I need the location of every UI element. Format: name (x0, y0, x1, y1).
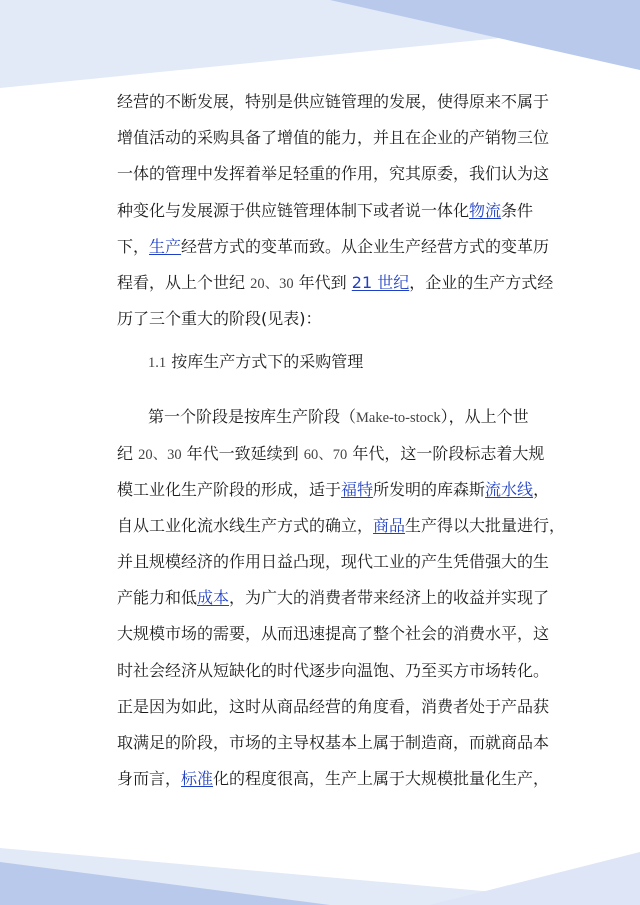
text-span: 增值活动的采购具备了增值的能力，并且在企业的产销物三位 (117, 128, 550, 148)
text-line (117, 436, 545, 472)
text-span: ，企业的生产方式经 (409, 272, 554, 292)
text-line (117, 508, 566, 544)
text-line (117, 725, 550, 761)
link-shengchan[interactable]: 生产 (149, 236, 182, 256)
text-line (117, 84, 550, 120)
link-biaozhun[interactable]: 标准 (181, 769, 214, 789)
section-heading (117, 337, 527, 387)
text-span: 经营的不断发展，特别是供应链管理的发展，使得原来不属于 (117, 92, 550, 111)
text-line (117, 472, 550, 508)
text-span: ），从上个世 (440, 407, 529, 427)
text-line (117, 193, 534, 229)
text-line (117, 301, 527, 337)
text-span: 历了三个重大的阶段(见表)： (117, 309, 322, 329)
text-span: 自从工业化流水线生产方式的确立， (117, 515, 374, 535)
text-span: 年代一致延续到 (181, 443, 304, 463)
text-line (117, 156, 550, 192)
number-span: 20、30 (250, 275, 294, 292)
text-span: 下， (117, 236, 150, 256)
text-span: 年代到 (293, 272, 352, 292)
top-decor-mid (330, 0, 640, 70)
text-span: ， (533, 479, 550, 499)
text-span: 模工业化生产阶段的形成，适于 (117, 479, 342, 499)
text-span: 时社会经济从短缺化的时代逐步向温饱、乃至买方市场转化。 (117, 660, 550, 680)
text-span: 生产得以大批量进行， (405, 515, 566, 535)
top-decor-light (0, 0, 640, 88)
english-term: Make-to-stock (356, 410, 441, 427)
text-span: 取满足的阶段，市场的主导权基本上属于制造商，而就商品本 (117, 733, 550, 752)
link-wuliu[interactable]: 物流 (469, 200, 502, 220)
link-liushuixian[interactable]: 流水线 (485, 479, 534, 499)
text-span: 纪 (117, 443, 139, 463)
text-line (117, 580, 550, 616)
text-span: 并且规模经济的作用日益凸现，现代工业的产生凭借强大的生 (117, 552, 550, 572)
text-span: 条件 (501, 200, 534, 220)
link-21-century[interactable]: 21 世纪 (351, 272, 410, 292)
paragraph-1 (117, 84, 554, 337)
text-line (117, 616, 550, 652)
text-span: 化的程度很高，生产上属于大规模批量化生产， (213, 769, 550, 789)
text-line (117, 399, 527, 435)
text-span: 经营方式的变革而致。从企业生产经营方式的变革历 (181, 236, 550, 256)
number-span: 60、70 (303, 446, 348, 463)
text-span: 程看，从上个世纪 (117, 272, 251, 292)
text-span: 正是因为如此，这时从商品经营的角度看，消费者处于产品获 (117, 696, 550, 716)
text-span: 大规模市场的需要，从而迅速提高了整个社会的消费水平，这 (117, 624, 550, 644)
text-span: 产能力和低 (117, 588, 198, 608)
paragraph-2 (117, 399, 566, 797)
link-chengben[interactable]: 成本 (197, 588, 230, 608)
text-line (117, 653, 550, 689)
document-body (117, 84, 566, 797)
link-fute[interactable]: 福特 (341, 479, 374, 499)
bottom-decor-light (0, 848, 640, 905)
number-span: 20、30 (138, 446, 182, 463)
heading-number: 1.1 (148, 355, 167, 372)
text-line (117, 761, 550, 797)
bottom-decor-mid (0, 862, 330, 905)
text-line (117, 120, 550, 156)
bottom-right-decor (430, 852, 640, 905)
text-span: 第一个阶段是按库生产阶段（ (148, 407, 357, 427)
text-line (117, 265, 554, 301)
text-span: 一体的管理中发挥着举足轻重的作用，究其原委，我们认为这 (117, 164, 550, 184)
text-line (117, 229, 550, 265)
text-span: ，为广大的消费者带来经济上的收益并实现了 (229, 588, 550, 608)
heading-title: 按库生产方式下的采购管理 (171, 352, 364, 372)
text-span: 所发明的库森斯 (373, 479, 486, 499)
link-shangpin[interactable]: 商品 (373, 515, 406, 535)
text-line (117, 689, 550, 725)
text-span: 年代，这一阶段标志着大规 (347, 443, 545, 463)
text-span: 种变化与发展源于供应链管理体制下或者说一体化 (117, 200, 470, 220)
text-span: 身而言， (117, 769, 182, 789)
text-line (117, 544, 550, 580)
